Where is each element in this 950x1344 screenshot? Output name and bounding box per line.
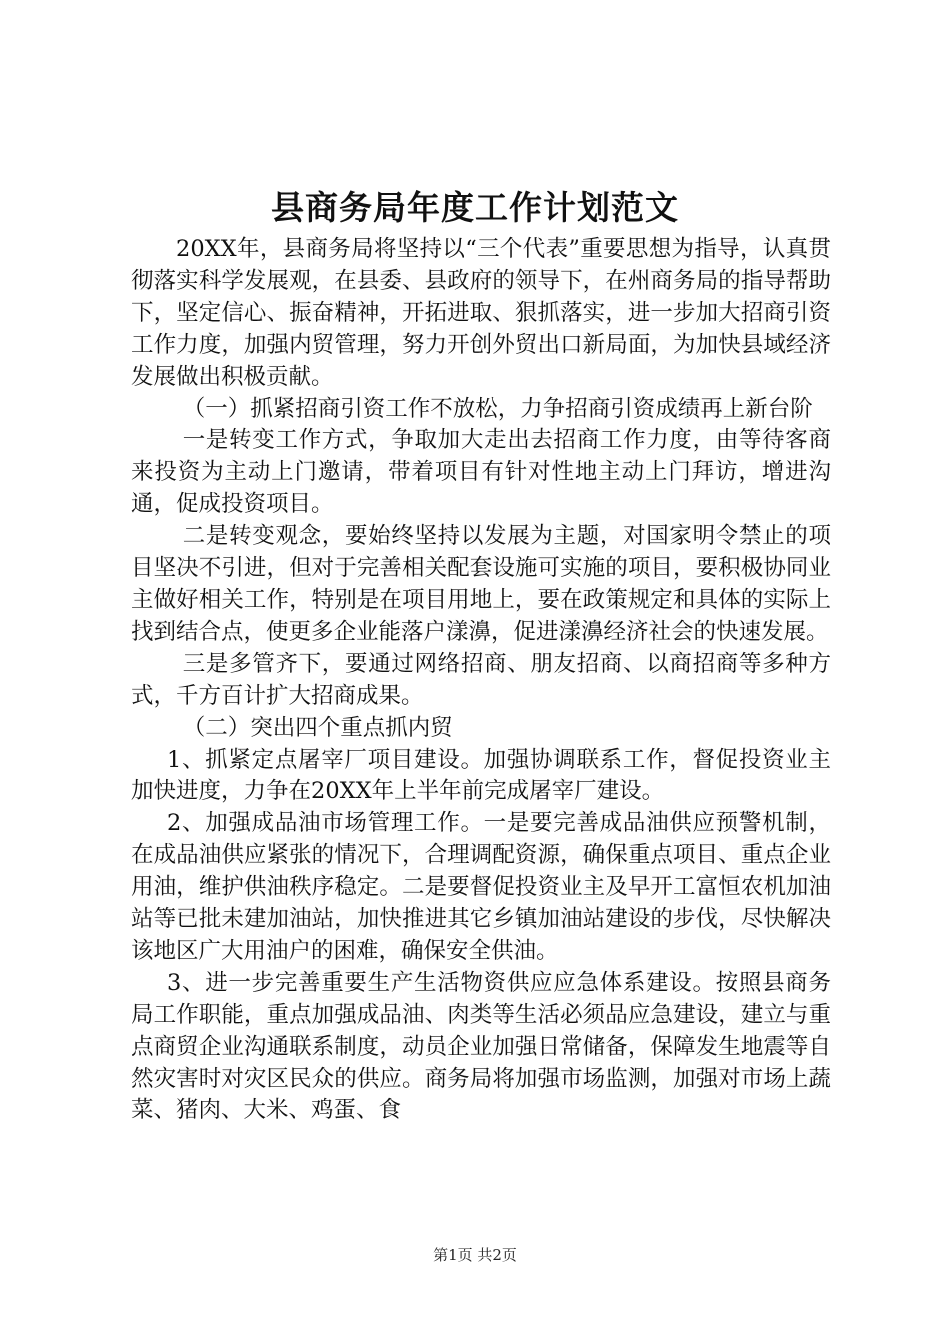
paragraph-item-2: 2、加强成品油市场管理工作。一是要完善成品油供应预警机制，在成品油供应紧张的情况下，合理调配资源，确保重点项目、重点企业用油，维护供油秩序稳定。二是要督促投资业主及早开工富恒农机加油站等已批未建加油站，加快推进其它乡镇加油站建设的步伐，尽快解决该地区广大用油户的困难，确保安全供油。 xyxy=(131,810,831,964)
paragraph-intro: 20XX年，县商务局将坚持以“三个代表”重要思想为指导，认真贯彻落实科学发展观，在县委、县政府的领导下，在州商务局的指导帮助下，坚定信心、振奋精神，开拓进取、狠抓落实，进一步加大招商引资工作力度，加强内贸管理，努力开创外贸出口新局面，为加快县域经济发展做出积极贡献。 xyxy=(131,236,831,390)
document-body xyxy=(131,234,831,1127)
section-heading-2: （二）突出四个重点抓内贸 xyxy=(182,714,453,741)
section-heading-1: （一）抓紧招商引资工作不放松，力争招商引资成绩再上新台阶 xyxy=(182,395,813,422)
paragraph-point-2: 二是转变观念，要始终坚持以发展为主题，对国家明令禁止的项目坚决不引进，但对于完善相关配套设施可实施的项目，要积极协同业主做好相关工作，特别是在项目用地上，要在政策规定和具体的实际上找到结合点，使更多企业能落户漾濞，促进漾濞经济社会的快速发展。 xyxy=(131,523,831,645)
paragraph-point-1: 一是转变工作方式，争取加大走出去招商工作力度，由等待客商来投资为主动上门邀请，带着项目有针对性地主动上门拜访，增进沟通，促成投资项目。 xyxy=(131,427,831,518)
paragraph-point-3: 三是多管齐下，要通过网络招商、朋友招商、以商招商等多种方式，千方百计扩大招商成果。 xyxy=(131,650,831,709)
paragraph-item-3: 3、进一步完善重要生产生活物资供应应急体系建设。按照县商务局工作职能，重点加强成品油、肉类等生活必须品应急建设，建立与重点商贸企业沟通联系制度，动员企业加强日常储备，保障发生地震等自然灾害时对灾区民众的供应。商务局将加强市场监测，加强对市场上蔬菜、猪肉、大米、鸡蛋、食 xyxy=(131,969,831,1124)
document-title: 县商务局年度工作计划范文 xyxy=(271,188,679,227)
page-footer: 第1页 共2页 xyxy=(433,1246,517,1264)
paragraph-item-1: 1、抓紧定点屠宰厂项目建设。加强协调联系工作，督促投资业主加快进度，力争在20XX年上半年前完成屠宰厂建设。 xyxy=(131,746,831,805)
